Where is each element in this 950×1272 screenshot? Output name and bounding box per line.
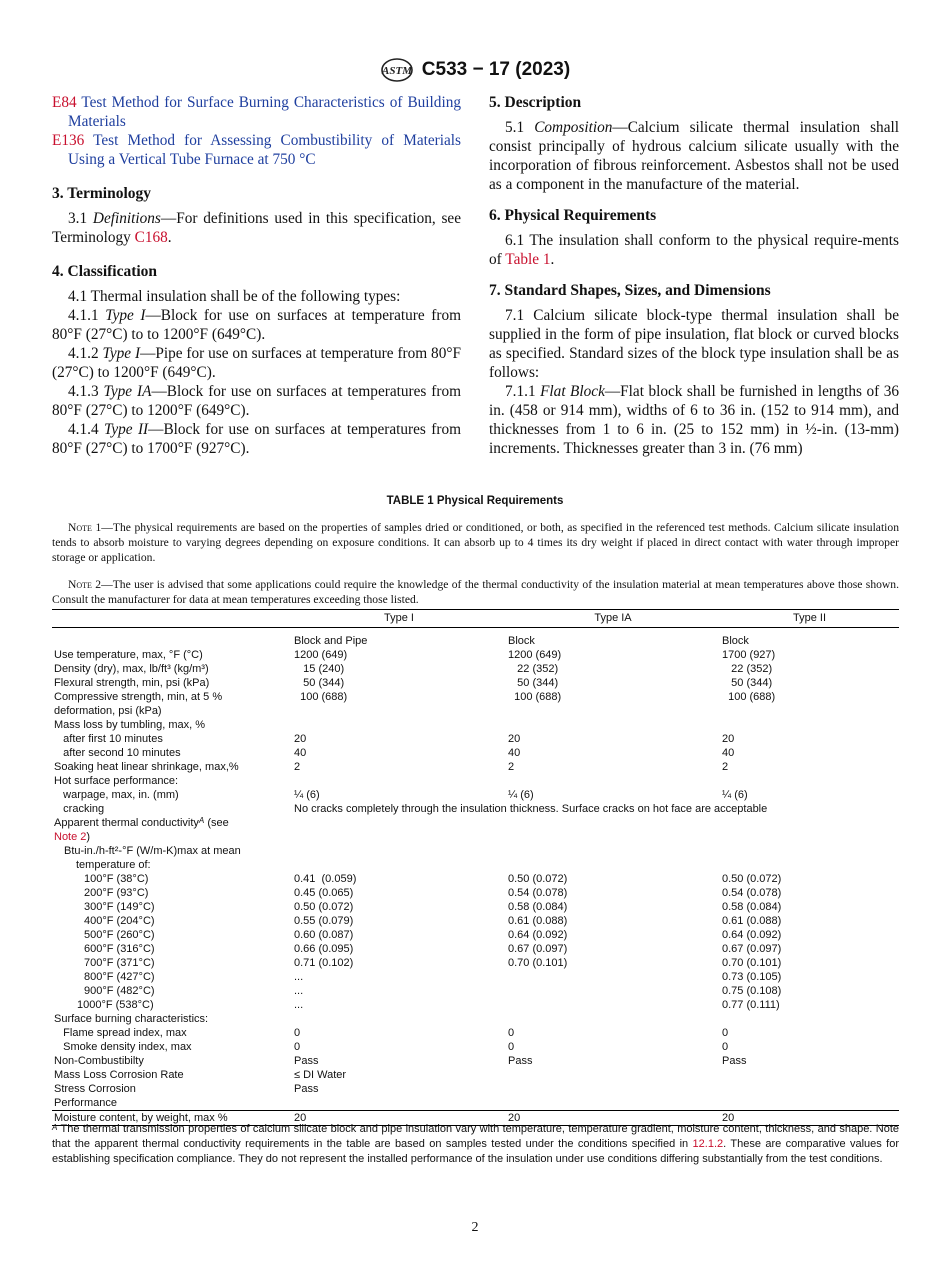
table-row: Stress Corrosion Pass xyxy=(54,1082,319,1095)
para-3-1: 3.1 Definitions—For definitions used in this specification, see Terminology C168. xyxy=(52,210,461,246)
link-12-1-2[interactable]: 12.1.2 xyxy=(692,1138,724,1150)
link-c168[interactable]: C168 xyxy=(134,229,168,246)
table-row: 100°F (38°C) 0.41 (0.059) 0.50 (0.072) 0.50 (0.072) xyxy=(84,872,782,885)
ref-link-e136[interactable]: E136 xyxy=(52,132,85,149)
table-title: TABLE 1 Physical Requirements xyxy=(386,495,564,507)
table-row: 500°F (260°C) 0.60 (0.087) 0.64 (0.092) 0.64 (0.092) xyxy=(84,928,782,941)
right-column xyxy=(489,93,899,458)
table-note-1: Note 1—The physical requirements are based on the properties of samples dried or conditioned, or both, as specified in the referenced test methods. Calcium silicate insulation tends to absorb moisture to varying degrees depending on exposure conditions. It can absorb up to 4 times its dry weight if placed in direct contact with water through improper storage or application. xyxy=(52,521,899,564)
reference-e84: E84 Test Method for Surface Burning Characteristics of Building Materials xyxy=(52,94,461,130)
table-row: Block and Pipe Block Block xyxy=(294,634,749,647)
section-6-heading: 6. Physical Requirements xyxy=(489,207,657,224)
para-4-1-3: 4.1.3 Type IA—Block for use on surfaces at temperatures from 80°F (27°C) to 1200°F (649°C). xyxy=(52,383,461,419)
link-table-1[interactable]: Table 1 xyxy=(505,251,551,268)
section-7-heading: 7. Standard Shapes, Sizes, and Dimensions xyxy=(489,282,771,299)
table-header-row xyxy=(52,610,899,628)
table-row: Smoke density index, max 0 0 0 xyxy=(54,1040,729,1053)
table-row: 600°F (316°C) 0.66 (0.095) 0.67 (0.097) 0.67 (0.097) xyxy=(84,942,782,955)
section-4-heading: 4. Classification xyxy=(52,263,158,280)
para-4-1-4: 4.1.4 Type II—Block for use on surfaces at temperatures from 80°F (27°C) to 1700°F (927°C). xyxy=(52,421,461,457)
table-row: cracking No cracks completely through the insulation thickness. Surface cracks on hot face are acceptable xyxy=(54,802,768,815)
column-header-type-i: Type I xyxy=(292,610,506,628)
table-note-2: Note 2—The user is advised that some applications could require the knowledge of the thermal conductivity of the insulation material at mean temperatures above those shown. Consult the manufacturer for data at mean temperatures exceeding those listed. xyxy=(52,578,899,606)
para-4-1-1: 4.1.1 Type I—Block for use on surfaces at temperature from 80°F (27°C) to to 1200°F (649°C). xyxy=(52,307,461,343)
table-row: Hot surface performance: xyxy=(54,774,179,787)
table-row: Moisture content, by weight, max % 20 20 20 xyxy=(52,1110,899,1125)
physical-requirements-table xyxy=(52,609,899,1126)
table-row: 900°F (482°C) ... 0.75 (0.108) xyxy=(84,984,782,997)
table-row: 700°F (371°C) 0.71 (0.102) 0.70 (0.101) 0.70 (0.101) xyxy=(84,956,782,969)
table-row: Mass loss by tumbling, max, % xyxy=(54,718,205,731)
section-5-heading: 5. Description xyxy=(489,94,582,111)
svg-text:ASTM: ASTM xyxy=(381,65,412,77)
table-row: Use temperature, max, °F (°C) 1200 (649) 1200 (649) 1700 (927) xyxy=(54,648,776,661)
table-row: Compressive strength, min, at 5 % 100 (688) 100 (688) 100 (688) xyxy=(54,690,776,703)
table-row: Performance xyxy=(54,1096,117,1109)
link-note-2[interactable]: Note 2 xyxy=(54,830,87,843)
left-column xyxy=(52,93,461,458)
document-designation: C533 − 17 (2023) xyxy=(421,59,571,80)
table-row: after first 10 minutes 20 20 20 xyxy=(54,732,735,745)
table-row: 1000°F (538°C) ... 0.77 (0.111) xyxy=(77,998,780,1011)
para-4-1: 4.1 Thermal insulation shall be of the following types: xyxy=(68,288,401,305)
ref-link-e84[interactable]: E84 xyxy=(52,94,77,111)
table-row: Surface burning characteristics: xyxy=(54,1012,209,1025)
para-7-1: 7.1 Calcium silicate block-type thermal insulation shall be supplied in the form of pipe insulation, flat block or curved blocks as specified. Standard sizes of the block type insulation shall be as follows: xyxy=(489,307,899,381)
page-number: 2 xyxy=(471,1220,479,1235)
page-header xyxy=(0,57,950,83)
table-row xyxy=(52,816,899,830)
table-row: after second 10 minutes 40 40 40 xyxy=(54,746,735,759)
table-row: Soaking heat linear shrinkage, max,% 2 2 2 xyxy=(54,760,729,773)
table-row: warpage, max, in. (mm) ¼ (6) ¼ (6) ¼ (6) xyxy=(54,788,748,801)
table-row: Mass Loss Corrosion Rate ≤ DI Water xyxy=(54,1068,347,1081)
table-row: deformation, psi (kPa) xyxy=(54,704,162,717)
table-row: Flexural strength, min, psi (kPa) 50 (344) 50 (344) 50 (344) xyxy=(54,676,773,689)
table-row: Note 2) xyxy=(54,830,91,843)
column-header xyxy=(52,610,292,628)
table-row: Flame spread index, max 0 0 0 xyxy=(54,1026,729,1039)
para-6-1: 6.1 The insulation shall conform to the physical require-ments of Table 1. xyxy=(489,232,899,268)
reference-e136: E136 Test Method for Assessing Combustibility of Materials Using a Vertical Tube Furnace at 750 °C xyxy=(52,132,461,168)
table-row: Btu-in./h-ft²-°F (W/m-K)max at mean xyxy=(64,844,241,857)
table-row: 800°F (427°C) ... 0.73 (0.105) xyxy=(84,970,782,983)
conductivity-label: Apparent thermal conductivity$^A$ (see xyxy=(54,815,229,829)
table-row: 400°F (204°C) 0.55 (0.079) 0.61 (0.088) 0.61 (0.088) xyxy=(84,914,782,927)
column-header-type-ia: Type IA xyxy=(506,610,720,628)
table-row: Density (dry), max, lb/ft³ (kg/m³) 15 (240) 22 (352) 22 (352) xyxy=(54,662,773,675)
table-row: 200°F (93°C) 0.45 (0.065) 0.54 (0.078) 0.54 (0.078) xyxy=(84,886,782,899)
section-3-heading: 3. Terminology xyxy=(52,185,152,202)
table-footnote: $^A$ The thermal transmission properties of calcium silicate block and pipe insulation vary with temperature, temperature gradient, moisture content, thickness, and shape. Note that the apparent thermal conductivity requirements in the table are based on samples tested under the conditions specified in 12.1.2. These are comparative values for establishing specification compliance. They do not represent the installed performance of the insulation under use conditions differing substantially from the test conditions. xyxy=(52,1123,899,1165)
table-row: Non-Combustibilty Pass Pass Pass xyxy=(54,1054,747,1067)
para-5-1: 5.1 Composition—Calcium silicate thermal insulation shall consist principally of hydrous calcium silicate usually with the incorporation of fibrous reinforcement. Asbestos shall not be used as a component in the manufacture of the material. xyxy=(489,119,899,193)
table-row: 300°F (149°C) 0.50 (0.072) 0.58 (0.084) 0.58 (0.084) xyxy=(84,900,782,913)
table-row: temperature of: xyxy=(76,858,151,871)
para-4-1-2: 4.1.2 Type I—Pipe for use on surfaces at temperature from 80°F (27°C) to 1200°F (649°C). xyxy=(52,345,461,381)
astm-logo-icon xyxy=(380,57,414,83)
para-7-1-1: 7.1.1 Flat Block—Flat block shall be furnished in lengths of 36 in. (458 or 914 mm), widths of 6 to 36 in. (152 to 914 mm), and thicknesses from 1 to 6 in. (25 to 152 mm) in ½-in. (13-mm) increments. Thicknesses greater than 3 in. (76 mm) xyxy=(489,383,900,457)
column-header-type-ii: Type II xyxy=(720,610,899,628)
